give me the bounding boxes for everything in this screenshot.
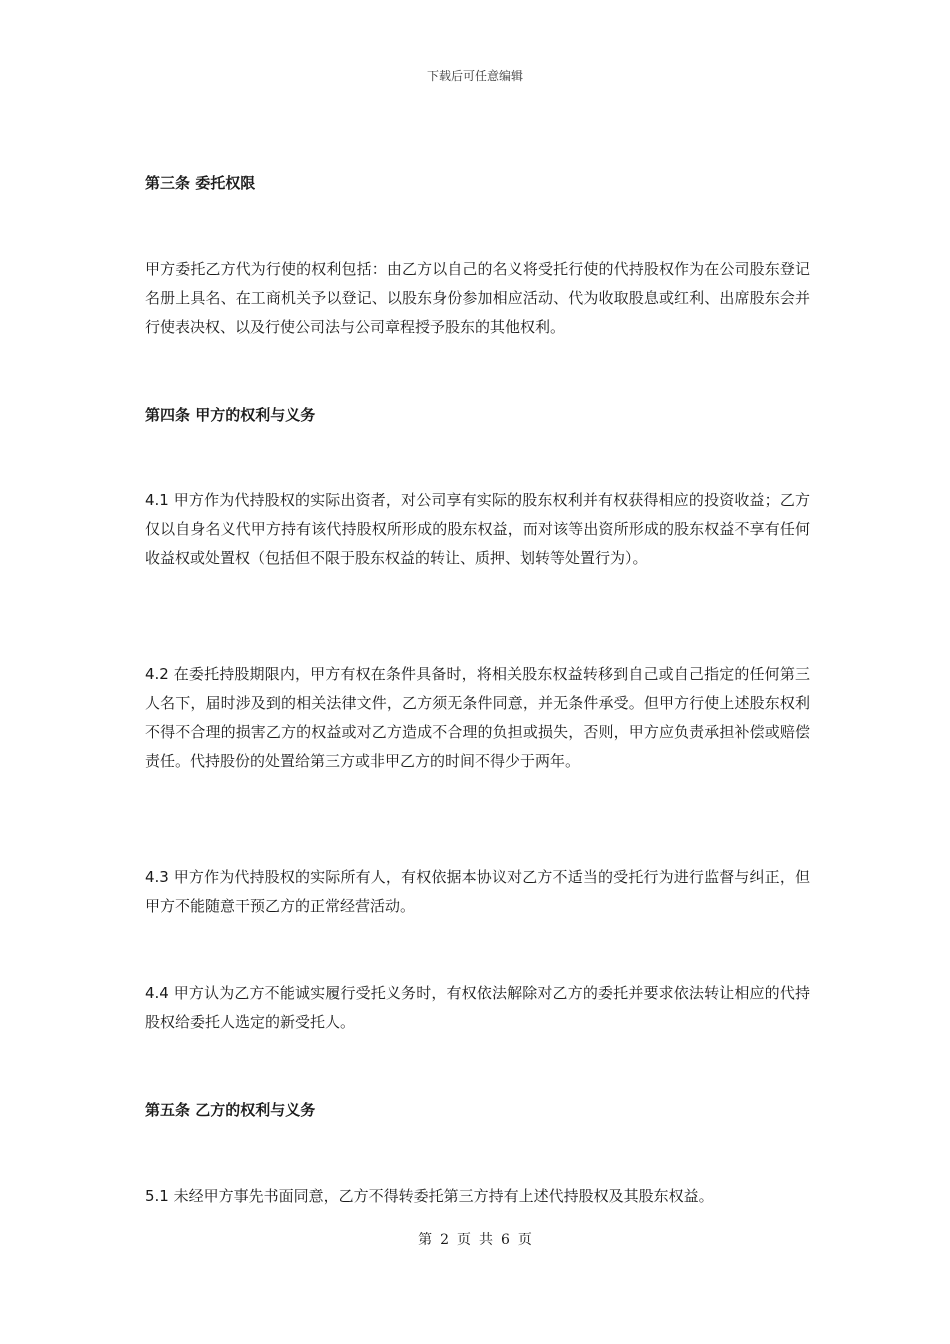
section-4-4-paragraph: 4.4 甲方认为乙方不能诚实履行受托义务时，有权依法解除对乙方的委托并要求依法转让相应的代持股权给委托人选定的新受托人。 bbox=[145, 984, 810, 1031]
section-5-1-paragraph: 5.1 未经甲方事先书面同意，乙方不得转委托第三方持有上述代持股权及其股东权益。 bbox=[145, 1187, 714, 1205]
header-note: 下载后可任意编辑 bbox=[426, 69, 523, 83]
footer-suffix: 页 bbox=[517, 1232, 532, 1248]
section-3-heading: 第三条 委托权限 bbox=[145, 174, 256, 192]
footer-total-pages: 6 bbox=[501, 1232, 510, 1248]
page-footer bbox=[0, 1229, 950, 1249]
footer-total-word: 共 bbox=[479, 1232, 493, 1248]
footer-page-word: 页 bbox=[457, 1232, 471, 1248]
section-4-1-paragraph: 4.1 甲方作为代持股权的实际出资者，对公司享有实际的股东权利并有权获得相应的投资收益；乙方仅以自身名义代甲方持有该代持股权所形成的股东权益，而对该等出资所形成的股东权益不享有任何收益权或处置权（包括但不限于股东权益的转让、质押、划转等处置行为）。 bbox=[145, 491, 810, 567]
section-3-paragraph: 甲方委托乙方代为行使的权利包括：由乙方以自己的名义将受托行使的代持股权作为在公司股东登记名册上具名、在工商机关予以登记、以股东身份参加相应活动、代为收取股息或红利、出席股东会并行使表决权、以及行使公司法与公司章程授予股东的其他权利。 bbox=[145, 260, 810, 336]
section-4-2-paragraph: 4.2 在委托持股期限内，甲方有权在条件具备时，将相关股东权益转移到自己或自己指定的任何第三人名下，届时涉及到的相关法律文件，乙方须无条件同意，并无条件承受。但甲方行使上述股东权利不得不合理的损害乙方的权益或对乙方造成不合理的负担或损失，否则，甲方应负责承担补偿或赔偿责任。代持股份的处置给第三方或非甲乙方的时间不得少于两年。 bbox=[145, 665, 810, 770]
section-4-3-paragraph: 4.3 甲方作为代持股权的实际所有人，有权依据本协议对乙方不适当的受托行为进行监督与纠正，但甲方不能随意干预乙方的正常经营活动。 bbox=[145, 868, 810, 915]
footer-current-page: 2 bbox=[440, 1232, 449, 1248]
section-5-heading: 第五条 乙方的权利与义务 bbox=[145, 1101, 316, 1119]
section-4-heading: 第四条 甲方的权利与义务 bbox=[145, 406, 316, 424]
footer-prefix: 第 bbox=[418, 1232, 433, 1248]
